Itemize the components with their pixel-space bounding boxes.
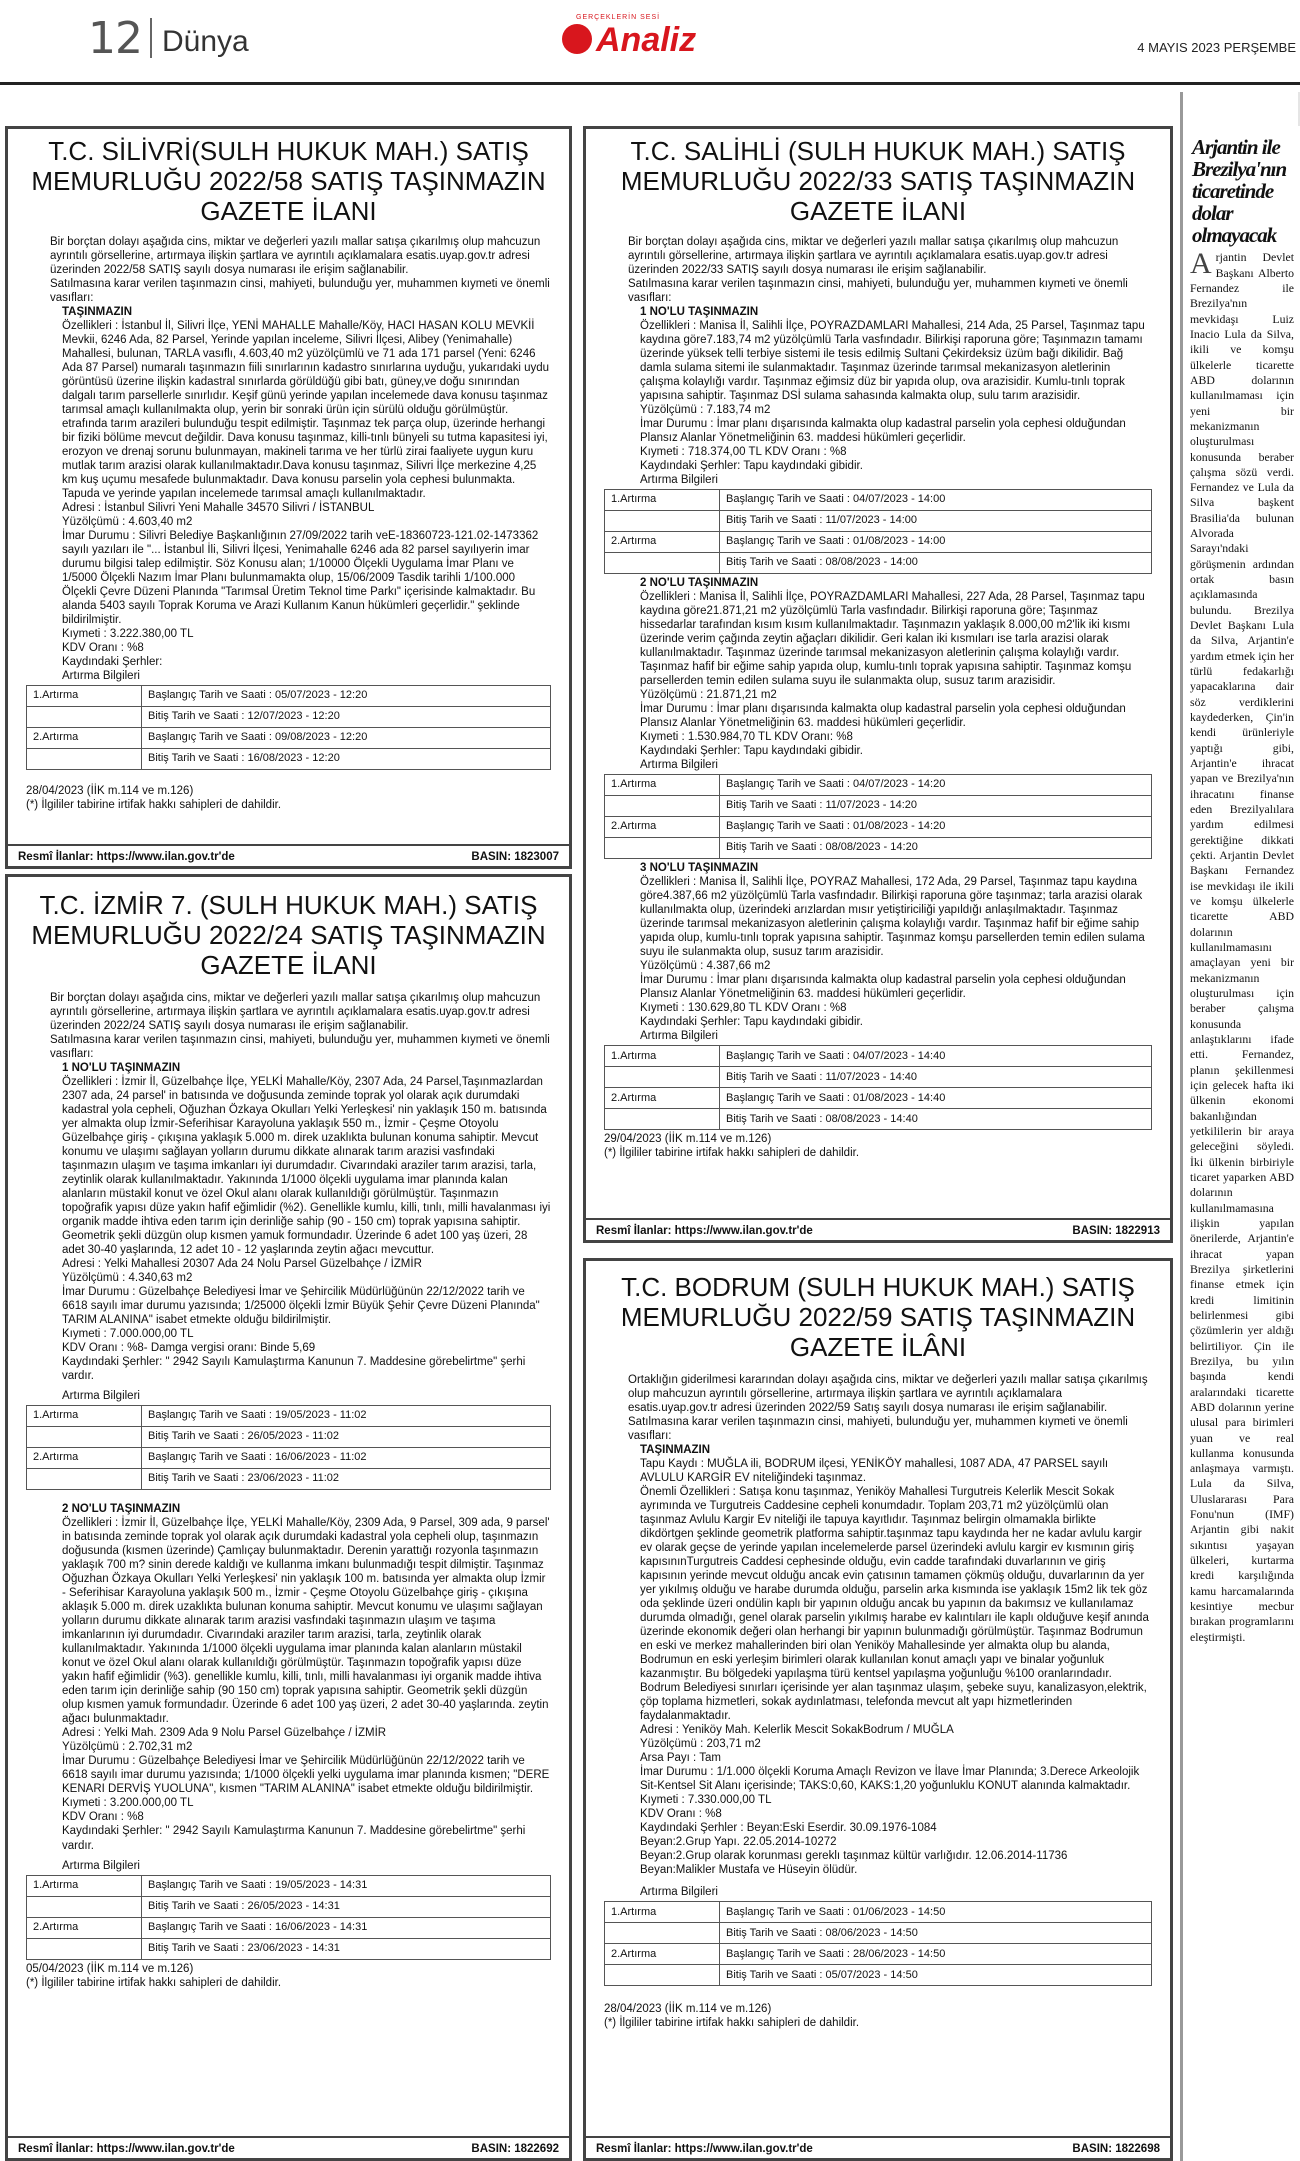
- header-divider: [150, 18, 152, 58]
- ad-info: İmar Durumu : Güzelbahçe Belediyesi İmar ve Şehircilik Müdürlüğünün 22/12/2022 tarih ve 6618 sayılı imar durumu yazısında; 1/1000 ölçekli yelki uygulama imar planında kısmen; "DERE KENARI DERVİŞ YUOLUNA", kısmen "TARIM ALANINA" isabet etmekte olduğu bildirilmiştir.: [62, 1755, 550, 1796]
- table-row: [605, 1923, 1152, 1944]
- table-row: [605, 1965, 1152, 1986]
- table-cell: Başlangıç Tarih ve Saati : 16/06/2023 - 14:31: [142, 1917, 551, 1938]
- issue-date: 4 MAYIS 2023 PERŞEMBE: [1137, 40, 1296, 55]
- ad-info: Tapu Kaydı : MUĞLA ili, BODRUM ilçesi, YENİKÖY mahallesi, 1087 ADA, 47 PARSEL sayılı AVLULU KARGİR EV niteliğindeki taşınmaz.: [640, 1457, 1109, 1484]
- logo-wordmark: Analiz: [596, 21, 697, 59]
- ad-title: T.C. İZMİR 7. (SULH HUKUK MAH.) SATIŞ MEMURLUĞU 2022/24 SATIŞ TAŞINMAZIN GAZETE İLANI: [31, 890, 546, 980]
- ad-paragraph: Satılmasına karar verilen taşınmazın cinsi, mahiyeti, bulunduğu yer, muhammen kıymeti ve önemli vasıfları:: [50, 277, 550, 304]
- ad-paragraph: Bir borçtan dolayı aşağıda cins, miktar ve değerleri yazılı mallar satışa çıkarılmış olup mahcuzun ayrıntılı görsellerine, artırmaya ilişkin şartlara ve ayrıntılı açıklamalara esatis.uyap.gov.tr adresi üzerinden 2022/24 SATIŞ sayılı dosya numarası ile erişim sağlanabilir.: [50, 991, 541, 1032]
- ad-paragraph: Satılmasına karar verilen taşınmazın cinsi, mahiyeti, bulunduğu yer, muhammen kıymeti ve önemli vasıfları:: [628, 277, 1128, 304]
- auction-table: [604, 1045, 1152, 1130]
- table-cell: [605, 838, 720, 859]
- table-cell: Bitiş Tarih ve Saati : 08/06/2023 - 14:50: [720, 1923, 1152, 1944]
- table-cell: Başlangıç Tarih ve Saati : 09/08/2023 - 12:20: [142, 728, 551, 749]
- table-cell: [27, 1469, 142, 1490]
- table-cell: Bitiş Tarih ve Saati : 11/07/2023 - 14:40: [720, 1067, 1152, 1088]
- auction-table: [604, 774, 1152, 859]
- auction-table: [26, 1405, 551, 1490]
- ad-info: Kaydındaki Şerhler: " 2942 Sayılı Kamulaştırma Kanunun 7. Maddesine görebelirtme" şerhi vardır.: [62, 1825, 526, 1852]
- ad-info: Kaydındaki Şerhler:: [62, 656, 163, 669]
- ad-info: KDV Oranı : %8: [62, 642, 144, 655]
- press-code: BASIN: 1822913: [1072, 1225, 1160, 1237]
- ad-info: Kıymeti : 3.222.380,00 TL: [62, 628, 194, 641]
- auction-label: Artırma Bilgileri: [640, 1886, 718, 1899]
- ad-info: Yüzölçümü : 4.387,66 m2: [640, 960, 771, 973]
- table-cell: 2.Artırma: [605, 817, 720, 838]
- table-cell: [27, 1427, 142, 1448]
- ad-info: KDV Oranı : %8- Damga vergisi oranı: Binde 5,69: [62, 1342, 316, 1355]
- table-row: [27, 707, 551, 728]
- ad-izmir: [5, 874, 572, 2161]
- table-cell: 1.Artırma: [27, 1406, 142, 1427]
- table-cell: Başlangıç Tarih ve Saati : 04/07/2023 - 14:20: [720, 775, 1152, 796]
- sidebar-rule: [1180, 92, 1183, 2161]
- page-header: [0, 0, 1300, 80]
- auction-table: [26, 1875, 551, 1960]
- ad-description: Özellikleri : İzmir İl, Güzelbahçe İlçe, YELKİ Mahalle/Köy, 2307 Ada, 24 Parsel,Taşınmazlardan 2307 ada, 24 parsel' in batısında ve doğusunda zeminde toprak yol olarak açık durumdaki kadastral yola cepheli, Oğuzhan Özkaya Okulları Yelki Yerleşkesi' nin yaklaşık 150 m. batısında yer almakta olup İzmir-Seferihisar Karayoluna yaklaşık 550 m., İzmir - Çeşme Otoyolu Güzelbahçe giriş - çıkışına yaklaşık 5.000 m. direk uzaklıkta bulunan konuma sahiptir. Mevcut konumu ve ulaşımı sağlayan yolların durumu dikkate alınarak tarım arazisi vasfındaki taşınmazın ulaşım ve taşıma imkanları iyi durumdadır. Civarındaki araziler tarım arazisi, tarla, zeytinlik olarak kullanılmaktadır. Yakınında 1/1000 ölçekli uygulama imar planında kalan alanların müstakil konut ve özel Okul alanı olarak kullanıldığı görülmüştür. Taşınmazın topoğrafik yapısı düze yakın hafif eğimlidir (%2). Genellikle kumlu, killi, tınlı, milli havalanması iyi organik madde ihtiva eden tarım için derinliğe sahip (90 - 150 cm) toprak yapısına sahiptir. Geometrik şekli düzgün olup kısmen yamuk formundadır. Üzerinde 6 adet 100 yaş üzeri, 28 adet 30-40 yaşlarında, 12 adet 10 - 12 yaşlarında zeytin ağacı mevcuttur.: [62, 1075, 551, 1256]
- table-cell: Bitiş Tarih ve Saati : 11/07/2023 - 14:00: [720, 510, 1152, 531]
- auction-label: Artırma Bilgileri: [62, 670, 140, 683]
- ad-note: (*) İlgililer tabirine irtifak hakkı sahipleri de dahildir.: [604, 2017, 860, 2030]
- auction-table: [604, 1901, 1152, 1986]
- table-cell: 2.Artırma: [605, 1944, 720, 1965]
- page-number: 12: [88, 13, 142, 64]
- table-cell: 2.Artırma: [27, 728, 142, 749]
- table-cell: [605, 1965, 720, 1986]
- ad-salihli: [583, 126, 1173, 1243]
- ad-subheading: 1 NO'LU TAŞINMAZIN: [640, 305, 759, 318]
- table-cell: 1.Artırma: [605, 1902, 720, 1923]
- ad-subheading: 1 NO'LU TAŞINMAZIN: [62, 1061, 181, 1074]
- article-headline[interactable]: Arjantin ile Brezilya'nın ticaretinde dolar olmayacak: [1192, 135, 1287, 248]
- table-row: [27, 1469, 551, 1490]
- ad-info: Yüzölçümü : 203,71 m2: [640, 1738, 761, 1751]
- table-cell: Başlangıç Tarih ve Saati : 19/05/2023 - 14:31: [142, 1875, 551, 1896]
- drop-cap: A: [1190, 247, 1212, 281]
- auction-label: Artırma Bilgileri: [62, 1390, 140, 1403]
- ad-footer: [586, 2136, 1170, 2158]
- table-row: [605, 838, 1152, 859]
- ad-note: (*) İlgililer tabirine irtifak hakkı sahipleri de dahildir.: [604, 1147, 860, 1160]
- table-row: [605, 1944, 1152, 1965]
- sidebar-article: [1180, 92, 1298, 2161]
- ad-description: Özellikleri : Manisa İl, Salihli İlçe, POYRAZ Mahallesi, 172 Ada, 29 Parsel, Taşınmaz tapu kaydına göre4.387,66 m2 yüzölçümlü Tarla vasfındadır. Bilirkişi raporuna göre taşınmaz; tarla arazisi olarak kullanılmakta olup, üzerindeki arızlardan mısır yetiştiriciliği yapıldığı anlaşılmaktadır. Taşınmaz üzerinde tarımsal mekanizasyon aletlerinin çalışma kolaylığı vardır. Taşınmaz hafif bir eğime sahip yapıda olup, kumlu-tınlı toprak yapısına sahiptir. Taşınmaz komşu parsellerden temin edilen sulama suyu ile sulanmakta olup, susuz tarım arazisidir.: [640, 876, 1145, 959]
- ad-subheading: 3 NO'LU TAŞINMAZIN: [640, 862, 759, 875]
- auction-table: [604, 489, 1152, 574]
- header-rule: [0, 82, 1300, 85]
- ad-description: Özellikleri : İstanbul İl, Silivri İlçe, YENİ MAHALLE Mahalle/Köy, HACI HASAN KOLU MEVKİİ Mevkii, 6246 Ada, 82 Parsel, Yerinde yapılan inceleme, Silivri İlçesi, Alibey (Yenimahalle) Mahallesi, bulunan, TARLA vasıflı, 4.603,40 m2 yüzölçümlü ve 71 ada 171 parsel (Yeni: 6246 Ada 87 Parsel) numaralı taşınmazın fiili sınırlarının kadastro sınırlarına uyduğu, yukarıdaki uydu görüntüsü üzerine ilişkin kadastral sınırlarda görüldüğü gibi batı, güney,ve doğu sınırından dalgalı tarım parsellerle sınırlıdır. Keşif günü yerinde yapılan incelemede dava konusu taşınmaz tarımsal amaçlı kullanılmakta olup, yerin bir sonraki ürün için sürülü olduğu görülmüştür. etrafında tarım arazileri bulunduğu tespit edilmiştir. Taşınmaz tek parça olup, üzerinde herhangi bir fiziki bölüme mevcut değildir. Dava konusu taşınmaz, killi-tınlı bünyeli su tutma kapasitesi iyi, erozyon ve drenaj sorunu bulunmayan, makineli tarıma ve her türlü zirai faaliyete uygun kuru mutlak tarım arazisi olarak kullanılmaktadır.Dava konusu taşınmaz, Silivri İlçe merkezine 4,25 km kuş uçumu mesafede bulunmaktadır. Dava konusu parselin yola cephesi bulunmakta. Tapuda ve yerinde yapılan incelemede tarımsal amaçlı kullanılmaktadır.: [62, 319, 550, 500]
- table-cell: Başlangıç Tarih ve Saati : 04/07/2023 - 14:40: [720, 1046, 1152, 1067]
- ad-subheading: TAŞINMAZIN: [62, 305, 133, 318]
- press-code: BASIN: 1822698: [1072, 2143, 1160, 2155]
- ad-date: 29/04/2023 (İİK m.114 ve m.126): [604, 1133, 772, 1146]
- ad-info: İmar Durumu : 1/1.000 ölçekli Koruma Amaçlı Revizon ve İlave İmar Planında; 3.Derece Arkeolojik Sit-Kentsel Sit Alanı içerisinde; TAKS:0,60, KAKS:1,20 yoğunluklu KONUT alanında kalmaktadır.: [640, 1766, 1140, 1793]
- ad-paragraph: Ortaklığın giderilmesi kararından dolayı aşağıda cins, miktar ve değerleri yazılı mallar satışa çıkarılmış olup mahcuzun ayrıntılı görsellerine, artırmaya ilişkin şartlara ve ayrıntılı açıklamalara esatis.uyap.gov.tr adresi üzerinden 2022/59 Satış sayılı dosya numarası ile erişim sağlanabilir.: [628, 1373, 1148, 1414]
- table-row: [605, 1088, 1152, 1109]
- ad-info: Kaydındaki Şerhler : Beyan:Eski Eserdir. 30.09.1976-1084: [640, 1822, 937, 1835]
- ad-subheading: 2 NO'LU TAŞINMAZIN: [640, 576, 759, 589]
- ad-info: Adresi : Yelki Mah. 2309 Ada 9 Nolu Parsel Güzelbahçe / İZMİR: [62, 1727, 387, 1740]
- ad-info: Beyan:2.Grup Yapı. 22.05.2014-10272: [640, 1836, 837, 1849]
- ad-info: İmar Durumu : İmar planı dışarısında kalmakta olup kadastral parselin yola cephesi olduğundan Plansız Alanlar Yönetmeliğinin 63. maddesi hükümleri geçerlidir.: [640, 703, 1126, 730]
- table-cell: Bitiş Tarih ve Saati : 16/08/2023 - 12:20: [142, 749, 551, 770]
- ad-info: Kıymeti : 7.000.000,00 TL: [62, 1328, 194, 1341]
- table-cell: Bitiş Tarih ve Saati : 08/08/2023 - 14:20: [720, 838, 1152, 859]
- footer-link[interactable]: Resmî İlanlar: https://www.ilan.gov.tr'de: [18, 851, 235, 863]
- ad-note: (*) İlgililer tabirine irtifak hakkı sahipleri de dahildir.: [26, 1976, 282, 1989]
- table-row: [605, 1109, 1152, 1130]
- table-row: [27, 686, 551, 707]
- table-row: [605, 1046, 1152, 1067]
- table-cell: 2.Artırma: [605, 531, 720, 552]
- table-cell: [605, 1109, 720, 1130]
- table-row: [605, 531, 1152, 552]
- table-row: [605, 1902, 1152, 1923]
- ad-footer: [8, 844, 569, 866]
- ad-title: T.C. SİLİVRİ(SULH HUKUK MAH.) SATIŞ MEMURLUĞU 2022/58 SATIŞ TAŞINMAZIN GAZETE İLANI: [31, 136, 546, 226]
- table-cell: Başlangıç Tarih ve Saati : 01/06/2023 - 14:50: [720, 1902, 1152, 1923]
- table-cell: 2.Artırma: [605, 1088, 720, 1109]
- ad-info: Beyan:2.Grup olarak korunması gereklı taşınmaz kültür varlığıdır. 12.06.2014-11736: [640, 1850, 1068, 1863]
- ad-info: Kaydındaki Şerhler: Tapu kaydındaki gibidir.: [640, 459, 863, 472]
- ad-info: Kıymeti : 3.200.000,00 TL: [62, 1797, 194, 1810]
- ad-description: Özellikleri : Manisa İl, Salihli İlçe, POYRAZDAMLARI Mahallesi, 214 Ada, 25 Parsel, Taşınmaz tapu kaydına göre7.183,74 m2 yüzölçümlü Tarla vasfındadır. Bilirkişi raporuna göre; Taşınmazın tamamı üzerinde yüksek telli terbiye sistemi ile tesis edilmiş Sultani Çekirdeksiz üzüm bağı dikilidir. Bağ damla sulama sitemi ile sulanmaktadır. Taşınmaz üzerinde tarımsal mekanizasyon aletlerinin çalışma kolaylığı vardır. Taşınmaz eğimsiz düz bir yapıda olup, ova arazisidir. Kumlu-tınlı toprak yapısına sahiptir. Taşınmaz DSİ sulama sahasında kalmakta olup, sulu tarım arazisidir.: [640, 319, 1145, 402]
- footer-link[interactable]: Resmî İlanlar: https://www.ilan.gov.tr'de: [596, 2143, 813, 2155]
- table-cell: [27, 1896, 142, 1917]
- ad-title: T.C. SALİHLİ (SULH HUKUK MAH.) SATIŞ MEMURLUĞU 2022/33 SATIŞ TAŞINMAZIN GAZETE İLANI: [620, 136, 1136, 226]
- auction-label: Artırma Bilgileri: [640, 473, 718, 486]
- ad-info: KDV Oranı : %8: [640, 1808, 722, 1821]
- ad-paragraph: Bir borçtan dolayı aşağıda cins, miktar ve değerleri yazılı mallar satışa çıkarılmış olup mahcuzun ayrıntılı görsellerine, artırmaya ilişkin şartlara ve ayrıntılı açıklamalara esatis.uyap.gov.tr adresi üzerinden 2022/58 SATIŞ sayılı dosya numarası ile erişim sağlanabilir.: [50, 235, 541, 276]
- ad-info: Adresi : Yeniköy Mah. Kelerlik Mescit SokakBodrum / MUĞLA: [640, 1724, 954, 1737]
- table-row: [27, 728, 551, 749]
- table-cell: [605, 552, 720, 573]
- ad-info: Kaydındaki Şerhler: Tapu kaydındaki gibidir.: [640, 745, 863, 758]
- footer-link[interactable]: Resmî İlanlar: https://www.ilan.gov.tr'de: [18, 2143, 235, 2155]
- table-cell: Başlangıç Tarih ve Saati : 01/08/2023 - 14:20: [720, 817, 1152, 838]
- table-row: [605, 817, 1152, 838]
- press-code: BASIN: 1823007: [471, 851, 559, 863]
- ad-info: KDV Oranı : %8: [62, 1811, 144, 1824]
- table-row: [27, 1427, 551, 1448]
- ad-footer: [8, 2136, 569, 2158]
- ad-info: Kıymeti : 7.330.000,00 TL: [640, 1794, 772, 1807]
- table-cell: Başlangıç Tarih ve Saati : 05/07/2023 - 12:20: [142, 686, 551, 707]
- article-body: [1180, 246, 1298, 1645]
- ad-info: Yüzölçümü : 4.340,63 m2: [62, 1271, 193, 1284]
- ad-info: Kaydındaki Şerhler: Tapu kaydındaki gibidir.: [640, 1016, 863, 1029]
- ad-info: Yüzölçümü : 7.183,74 m2: [640, 403, 771, 416]
- table-cell: 1.Artırma: [27, 686, 142, 707]
- ad-paragraph: Satılmasına karar verilen taşınmazın cinsi, mahiyeti, bulunduğu yer, muhammen kıymeti ve önemli vasıfları:: [50, 1033, 550, 1060]
- table-cell: 1.Artırma: [27, 1875, 142, 1896]
- ad-title: T.C. BODRUM (SULH HUKUK MAH.) SATIŞ MEMURLUĞU 2022/59 SATIŞ TAŞINMAZIN GAZETE İLÂNI: [620, 1272, 1136, 1362]
- table-cell: Başlangıç Tarih ve Saati : 28/06/2023 - 14:50: [720, 1944, 1152, 1965]
- ad-silivri: [5, 126, 572, 869]
- table-row: [27, 1938, 551, 1959]
- table-row: [605, 552, 1152, 573]
- ad-date: 28/04/2023 (İİK m.114 ve m.126): [26, 785, 194, 798]
- table-cell: Başlangıç Tarih ve Saati : 16/06/2023 - 11:02: [142, 1448, 551, 1469]
- ad-info: İmar Durumu : İmar planı dışarısında kalmakta olup kadastral parselin yola cephesi olduğundan Plansız Alanlar Yönetmeliğinin 63. maddesi hükümleri geçerlidir.: [640, 974, 1126, 1001]
- ad-info: İmar Durumu : Silivri Belediye Başkanlığının 27/09/2022 tarih veE-18360723-121.02-1473362 sayılı yazıları ile "... İstanbul İli, Silivri İlçesi, Yenimahalle 6246 ada 82 parsel sayılıyerin imar durumu bilgisi talep edilmiştir. Söz Konusu alan; 1/10000 Ölçekli Uygulama İmar Planı ve 1/5000 Ölçekli Nazım İmar Planı bulunmamakta olup, 15/06/2009 Tasdik tarihli 1/100.000 Ölçekli Çevre Düzeni Planında "Tarımsal Üretim Teknol time Parkı" içerisinde kalmaktadır. Bu alanda 5403 sayılı Toprak Koruma ve Arazi Kullanım Kanun hükümleri geçerlidir." şeklinde bildirilmiştir.: [62, 530, 539, 627]
- auction-label: Artırma Bilgileri: [640, 759, 718, 772]
- table-cell: Bitiş Tarih ve Saati : 08/08/2023 - 14:00: [720, 552, 1152, 573]
- table-row: [27, 1406, 551, 1427]
- table-cell: Başlangıç Tarih ve Saati : 01/08/2023 - 14:40: [720, 1088, 1152, 1109]
- table-cell: 1.Artırma: [605, 489, 720, 510]
- table-cell: 1.Artırma: [605, 775, 720, 796]
- table-cell: [27, 1938, 142, 1959]
- press-code: BASIN: 1822692: [471, 2143, 559, 2155]
- table-cell: [605, 1923, 720, 1944]
- ad-info: Kıymeti : 718.374,00 TL KDV Oranı : %8: [640, 445, 847, 458]
- ad-info: Adresi : Yelki Mahallesi 20307 Ada 24 Nolu Parsel Güzelbahçe / İZMİR: [62, 1257, 422, 1270]
- table-cell: Bitiş Tarih ve Saati : 12/07/2023 - 12:20: [142, 707, 551, 728]
- footer-link[interactable]: Resmî İlanlar: https://www.ilan.gov.tr'de: [596, 1225, 813, 1237]
- logo-tagline: GERÇEKLERİN SESİ: [576, 14, 661, 21]
- table-row: [605, 489, 1152, 510]
- ad-info: Adresi : İstanbul Silivri Yeni Mahalle 34570 Silivri / İSTANBUL: [62, 501, 375, 514]
- ad-date: 05/04/2023 (İİK m.114 ve m.126): [26, 1962, 194, 1975]
- table-cell: 2.Artırma: [27, 1917, 142, 1938]
- table-cell: Bitiş Tarih ve Saati : 05/07/2023 - 14:50: [720, 1965, 1152, 1986]
- table-row: [27, 1448, 551, 1469]
- table-cell: Bitiş Tarih ve Saati : 08/08/2023 - 14:40: [720, 1109, 1152, 1130]
- ad-description: Özellikleri : Manisa İl, Salihli İlçe, POYRAZDAMLARI Mahallesi, 227 Ada, 28 Parsel, Taşınmaz tapu kaydına göre21.871,21 m2 yüzölçümlü Tarla vasfındadır. Bilirkişi raporuna göre; Taşınmaz hissedarlar tarafından kısım kısım kullanılmaktadır. Taşınmazın yaklaşık 8.000,00 m2'lik iki kısmı üzerinde verim çağında zeytin ağaçları dikilidir. Geri kalan iki kısmıları ise tarla arazisi olarak kullanılmaktadır. Taşınmaz üzerinde tarımsal mekanizasyon aletlerinin çalışma kolaylığı vardır. Taşınmaz hafif bir eğime sahip yapıda olup, kumlu-tınlı toprak yapısına sahiptir. Taşınmaz komşu parsellerden temin edilen sulama suyu ile sulanmakta olup, susuz tarım arazisidir.: [640, 590, 1145, 688]
- table-row: [27, 1875, 551, 1896]
- table-row: [605, 1067, 1152, 1088]
- section-title: Dünya: [162, 25, 249, 58]
- table-row: [605, 796, 1152, 817]
- ad-description: Önemli Özellikleri : Satışa konu taşınmaz, Yeniköy Mahallesi Turgutreis Kelerlik Mescit Sokak ayrımında ve Turgutreis Caddesine cepheli konumdadır. Toplam 203,71 m2 yüzölçümlü olan taşınmaz Avlulu Kargir Ev niteliği ile tapuya kayıtlıdır. Taşınmaz belirgin olmamakla birlikte dikdörtgen şeklinde geometrik platforma sahiptir.taşınmaz tapu kaydında her ne kadar avlulu kargir ev olarak geçse de yerinde yapılan incelemelerde parsel üzerindeki avlulu kargir ev kısmının giriş kapısınınTurgutreis Caddesi cephesinde olduğu, evin cadde tarafındaki duvarlarının ve giriş kapısının yerinde mevcut olduğu ancak evin çatısının tamamen çökmüş olduğu, duvarlarının da yer yer yıkılmış olduğu ve harabe durumda olduğu, parselin arka kısmında ise yaklaşık 15m2 lik tek göz oda şeklinde üzeri ondülin kaplı bir yapının olduğu ancak bu yapının da bakımsız ve kullanılamaz durumda olmadığı, genel olarak parselin yıkılmış harabe ev kalıntıları ile kaplı olduğuve keşif anında üzerinde ekonomik değeri olan herhangi bir yapının bulunmadığı görülmüştür. Taşınmaz Bodrumun en eski ve merkez mahallerinden biri olan Yeniköy Mahallesinde yer almakta olup bu alanda, Bodrumun en eski yerleşim birimleri olarak kullanılan konut amaçlı yapı ve binalar yoğunluk kazanmıştır. Bu bölgedeki yapılaşma türü kentsel yapılaşma yoğunluğu %100 oranlarındadır. Bodrum Belediyesi sınırları içerisinde yer alan taşınmaz ulaşım, şebeke suyu, kanalizasyon,elektrik, çöp toplama hizmetleri, sokak aydınlatması, telefonda mevcut alt yapı hizmetlerinden faydalanmaktadır.: [640, 1485, 1149, 1723]
- table-cell: [27, 707, 142, 728]
- ad-bodrum: [583, 1258, 1173, 2161]
- ad-subheading: 2 NO'LU TAŞINMAZIN: [62, 1503, 181, 1516]
- table-row: [27, 1896, 551, 1917]
- table-cell: Başlangıç Tarih ve Saati : 04/07/2023 - 14:00: [720, 489, 1152, 510]
- ad-description: Özellikleri : İzmir İl, Güzelbahçe İlçe, YELKİ Mahalle/Köy, 2309 Ada, 9 Parsel, 309 ada, 9 parsel' in batısında zeminde toprak yol olarak açık durumdaki kadastral yola cepheli olup, taşınmazın doğusunda (kısmen üzerinde) Çamlıçay bulunmaktadır. Derenin yarattığı rozyonla taşınmazın yaklaşık 700 m? sinin derede kaldığı ve kullanma imkanı bulunmadığı tespit dilmiştir. Taşınmaz Oğuzhan Özkaya Okulları Yelki Yerleşkesi' nin yaklaşık 100 m. batısında yer almakta olup İzmir - Seferihisar Karayoluna yaklaşık 500 m., İzmir - Çeşme Otoyolu Güzelbahçe giriş - çıkışına aklaşık 5.000 m. direk uzaklıkta bulunan konuma sahiptir. Mevcut konumu ve ulaşımı sağlayan yolların durumu dikkate alınarak tarım arazisi vasfındaki taşınmazın ulaşım ve taşıma imkanlarının iyi durumdadır. Civarındaki araziler tarım arazisi, tarla, zeytinlik olarak kullanılmaktadır. Yakınında 1/1000 ölçekli uygulama imar planında kalan alanların müstakil konut ve özel Okul alanı olarak kullanıldığı görülmüştür. Taşınmazın topoğrafik yapısı düze yakın hafif eğimlidir (%3). genellikle kumlu, killi, tınlı, milli havalanması iyi organik madde ihtiva eden tarım için derinliğe sahip (90 150 cm) toprak yapısına sahiptir. Geometrik şekli düzgün olup kısmen yamuk formundadır. Üzerinde 6 adet 100 yaş üzeri, 2 adet 30-40 yaşlarında. zeytin ağacı bulunmaktadır.: [62, 1517, 550, 1726]
- table-cell: Bitiş Tarih ve Saati : 23/06/2023 - 14:31: [142, 1938, 551, 1959]
- ad-info: Kıymeti : 130.629,80 TL KDV Oranı : %8: [640, 1002, 847, 1015]
- ad-paragraph: Satılmasına karar verilen taşınmazın cinsi, mahiyeti, bulunduğu yer, muhammen kıymeti ve önemli vasıfları:: [628, 1415, 1128, 1442]
- table-cell: [605, 796, 720, 817]
- auction-label: Artırma Bilgileri: [62, 1859, 140, 1872]
- table-row: [27, 1917, 551, 1938]
- table-row: [605, 775, 1152, 796]
- table-cell: 1.Artırma: [605, 1046, 720, 1067]
- table-cell: [27, 749, 142, 770]
- ad-info: Arsa Payı : Tam: [640, 1752, 721, 1765]
- ad-info: Yüzölçümü : 4.603,40 m2: [62, 515, 193, 528]
- ad-info: İmar Durumu : İmar planı dışarısında kalmakta olup kadastral parselin yola cephesi olduğundan Plansız Alanlar Yönetmeliğinin 63. maddesi hükümleri geçerlidir.: [640, 417, 1126, 444]
- ad-info: İmar Durumu : Güzelbahçe Belediyesi İmar ve Şehircilik Müdürlüğünün 22/12/2022 tarih ve 6618 sayılı imar durumu yazısında; 1/25000 ölçekli İzmir Büyük Şehir Çevre Düzeni Planında" TARIM ALANINA" isabet etmekte olduğu bildirilmiştir.: [62, 1286, 540, 1327]
- ad-info: Yüzölçümü : 2.702,31 m2: [62, 1741, 193, 1754]
- ad-info: Kıymeti : 1.530.984,70 TL KDV Oranı: %8: [640, 731, 853, 744]
- auction-table: [26, 685, 551, 770]
- table-cell: Başlangıç Tarih ve Saati : 01/08/2023 - 14:00: [720, 531, 1152, 552]
- table-cell: [605, 510, 720, 531]
- table-row: [605, 510, 1152, 531]
- ad-footer: [586, 1218, 1170, 1240]
- ad-subheading: TAŞINMAZIN: [640, 1443, 711, 1456]
- ad-info: Kaydındaki Şerhler: " 2942 Sayılı Kamulaştırma Kanunun 7. Maddesine görebelirtme" şerhi vardır.: [62, 1356, 526, 1383]
- table-row: [27, 749, 551, 770]
- table-cell: Bitiş Tarih ve Saati : 11/07/2023 - 14:20: [720, 796, 1152, 817]
- table-cell: Bitiş Tarih ve Saati : 26/05/2023 - 11:02: [142, 1427, 551, 1448]
- table-cell: Başlangıç Tarih ve Saati : 19/05/2023 - 11:02: [142, 1406, 551, 1427]
- table-cell: Bitiş Tarih ve Saati : 23/06/2023 - 11:02: [142, 1469, 551, 1490]
- article-text: rjantin Devlet Başkanı Alberto Fernandez ile Brezilya'nın mevkidaşı Luiz Inacio Lula da Silva, ikili ve komşu ülkelerle ticarette ABD dolarının kullanılmaması için yeni bir mekanizmanın oluşturulması konusunda beraber çalışma sözü verdi. Fernandez ve Lula da Silva başkent Brasilia'da bulunan Alvorada Sarayı'ndaki görüşmenin ardından ortak basın açıklamasında bulundu. Brezilya Devlet Başkanı Lula da Silva, Arjantin'e yardım etmek için her türlü fedakarlığı yapacaklarına dair söz verdiklerini kaydederken, Çin'in kendi ürünleriyle yaptığı gibi, Arjantin'e ihracat yapan ve Brezilya'nın ihracatını finanse eden Brezilyalılara yardım edilmesi gerektiğine dikkati çekti. Arjantin Devlet Başkanı Fernandez ise mevkidaşı ile ikili ve komşu ülkelerle ticarette ABD dolarının kullanılmamasını amaçlayan yeni bir mekanizmanın oluşturulması için beraber çalışma konusunda anlaştıklarını ifade etti. Fernandez, planın şekillenmesi için gelecek hafta iki ülkenin ekonomi bakanlığından yetkililerin bir araya geleceğini söyledi. İki ülkenin birbiriyle ticaret yaparken ABD dolarının kullanılmamasına ilişkin yapılan önerilerde, Arjantin'e ihracat yapan Brezilya şirketlerini finanse etmek için kredi limitinin belirlenmesi gibi çözümlerin yer aldığı belirtiliyor. Çin ile Brezilya, bu yılın başında kendi aralarındaki ticarette ABD dolarının yerine ulusal para birimleri yuan ve real kullanma konusunda anlaşmaya varmıştı. Lula da Silva, Uluslararası Para Fonu'nun (IMF) Arjantin gibi nakit sıkıntısı yaşayan ülkeleri, kurtarma kredi karşılığında kamu harcamalarında kesintiye mecbur bırakan programlarını eleştirmişti.: [1190, 250, 1294, 1644]
- table-cell: 2.Artırma: [27, 1448, 142, 1469]
- ad-date: 28/04/2023 (İİK m.114 ve m.126): [604, 2003, 772, 2016]
- table-cell: Bitiş Tarih ve Saati : 26/05/2023 - 14:31: [142, 1896, 551, 1917]
- table-cell: [605, 1067, 720, 1088]
- auction-label: Artırma Bilgileri: [640, 1030, 718, 1043]
- logo-mark-icon: [562, 24, 592, 54]
- ad-paragraph: Bir borçtan dolayı aşağıda cins, miktar ve değerleri yazılı mallar satışa çıkarılmış olup mahcuzun ayrıntılı görsellerine, artırmaya ilişkin şartlara ve ayrıntılı açıklamalara esatis.uyap.gov.tr adresi üzerinden 2022/33 SATIŞ sayılı dosya numarası ile erişim sağlanabilir.: [628, 235, 1119, 276]
- ad-info: Beyan:Malikler Mustafa ve Hüseyin ölüdür.: [640, 1864, 858, 1877]
- ad-note: (*) İlgililer tabirine irtifak hakkı sahipleri de dahildir.: [26, 799, 282, 812]
- ad-info: Yüzölçümü : 21.871,21 m2: [640, 689, 777, 702]
- newspaper-logo[interactable]: [562, 14, 697, 60]
